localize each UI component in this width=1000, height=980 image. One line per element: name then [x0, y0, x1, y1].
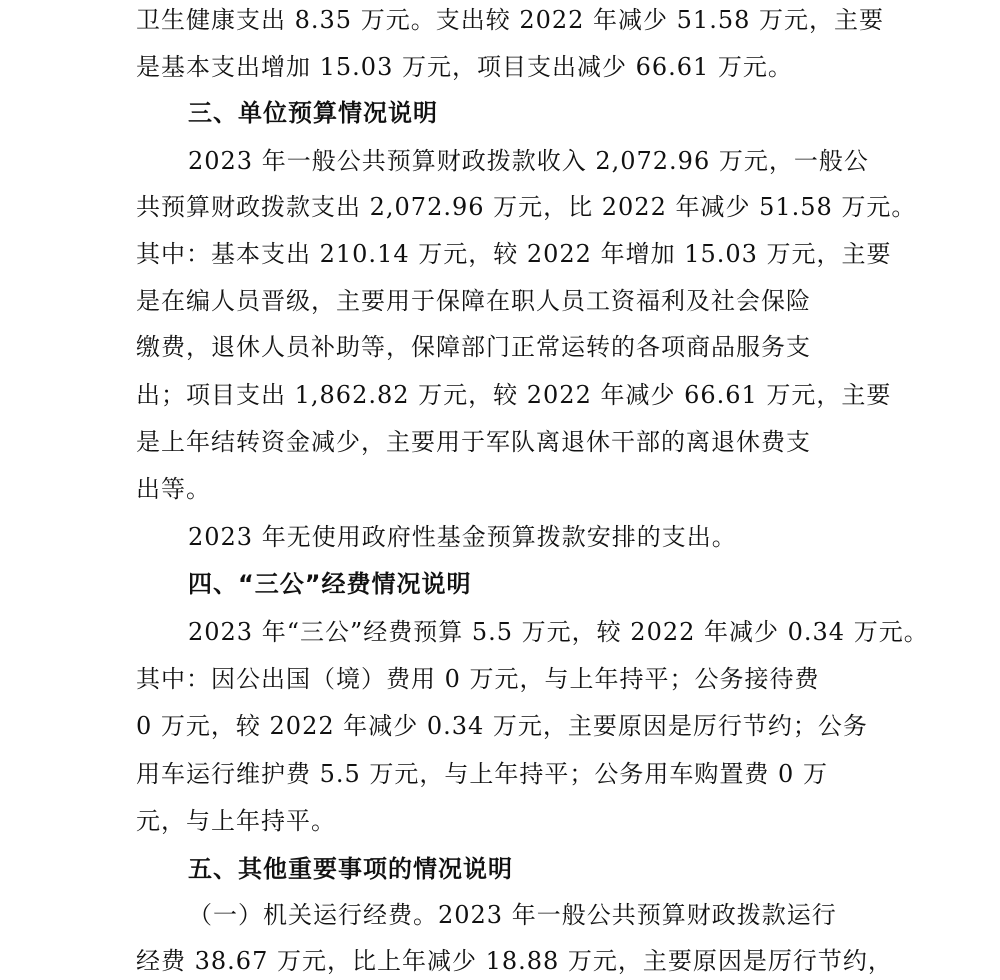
text-line: 缴费，退休人员补助等，保障部门正常运转的各项商品服务支 — [136, 333, 811, 361]
text-line: （一）机关运行经费。2023 年一般公共预算财政拨款运行 — [188, 901, 837, 929]
text-line: 2023 年“三公”经费预算 5.5 万元，较 2022 年减少 0.34 万元。 — [188, 618, 929, 646]
text-line: 其中：因公出国（境）费用 0 万元，与上年持平；公务接待费 — [136, 665, 820, 693]
text-line: 0 万元，较 2022 年减少 0.34 万元，主要原因是厉行节约；公务 — [136, 712, 868, 740]
text-line: 2023 年一般公共预算财政拨款收入 2,072.96 万元，一般公 — [188, 147, 869, 175]
section-heading: 三、单位预算情况说明 — [188, 99, 438, 127]
text-line: 其中：基本支出 210.14 万元，较 2022 年增加 15.03 万元，主要 — [136, 240, 892, 268]
section-heading: 五、其他重要事项的情况说明 — [188, 855, 513, 883]
text-line: 是上年结转资金减少，主要用于军队离退休干部的离退休费支 — [136, 428, 811, 456]
text-line: 出等。 — [136, 475, 211, 503]
text-line: 卫生健康支出 8.35 万元。支出较 2022 年减少 51.58 万元，主要 — [136, 6, 884, 34]
text-line: 经费 38.67 万元，比上年减少 18.88 万元，主要原因是厉行节约， — [136, 947, 893, 975]
text-line: 用车运行维护费 5.5 万元，与上年持平；公务用车购置费 0 万 — [136, 760, 828, 788]
section-heading: 四、“三公”经费情况说明 — [188, 570, 472, 598]
text-line: 2023 年无使用政府性基金预算拨款安排的支出。 — [188, 523, 737, 551]
text-line: 共预算财政拨款支出 2,072.96 万元，比 2022 年减少 51.58 万元。 — [136, 193, 917, 221]
text-line: 出；项目支出 1,862.82 万元，较 2022 年减少 66.61 万元，主要 — [136, 381, 892, 409]
text-line: 是基本支出增加 15.03 万元，项目支出减少 66.61 万元。 — [136, 53, 793, 81]
text-line: 是在编人员晋级，主要用于保障在职人员工资福利及社会保险 — [136, 287, 811, 315]
text-line: 元，与上年持平。 — [136, 807, 336, 835]
